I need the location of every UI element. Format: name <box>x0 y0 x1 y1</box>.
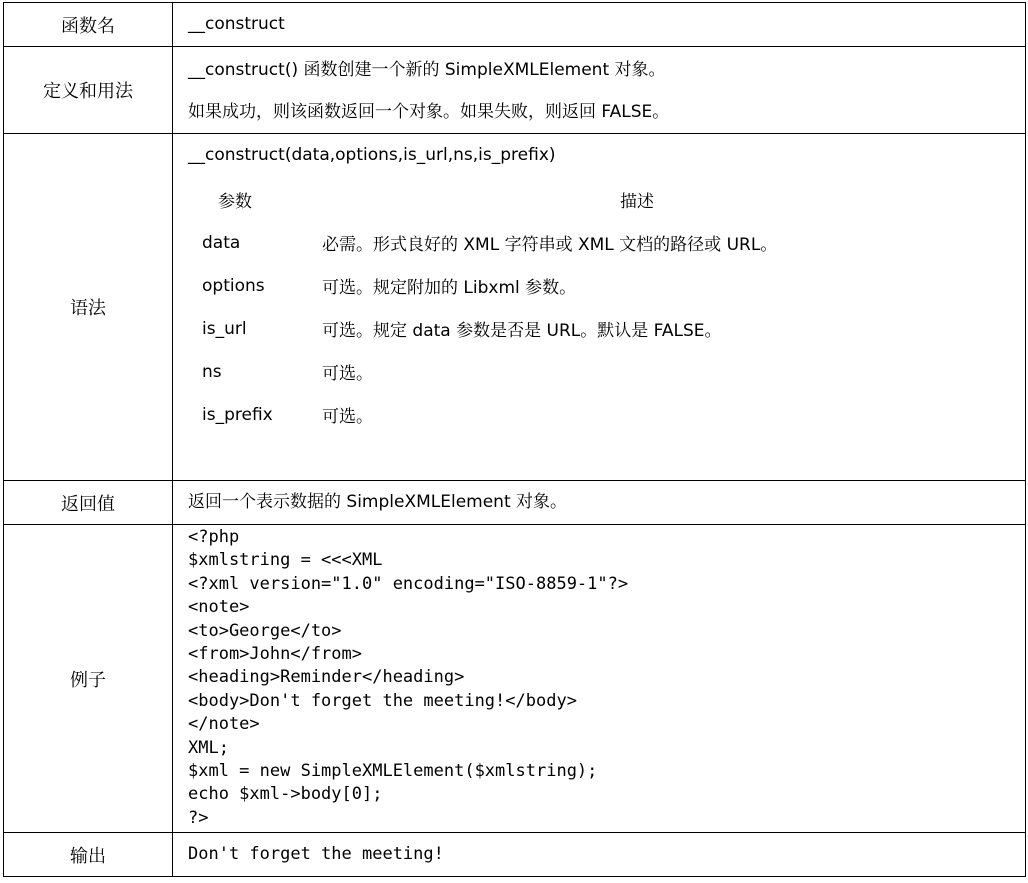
parameter-header-description: 描述 <box>620 191 654 212</box>
function-name-value: __construct <box>188 14 285 34</box>
row-return-value <box>4 481 1026 525</box>
label-syntax: 语法 <box>4 134 173 481</box>
parameter-name: data <box>202 232 241 253</box>
parameter-description: 可选。 <box>322 364 373 384</box>
label-output: 输出 <box>4 833 173 877</box>
parameter-row <box>202 350 952 393</box>
parameter-name: ns <box>202 361 222 382</box>
label-function-name: 函数名 <box>4 3 173 47</box>
parameter-name: options <box>202 275 265 296</box>
row-output <box>4 833 1026 877</box>
parameter-name: is_prefix <box>202 404 273 425</box>
example-code-block: <?php $xmlstring = <<<XML <?xml version="1.0" encoding="ISO-8859-1"?> <note> <to>George</to> <from>John</from> <heading>Reminder</heading> <body>Don't forget the meeting!</body> </note> XML; $xml = new SimpleXMLElement($xmlstring); echo $xml->body[0]; ?> <box>188 527 629 828</box>
parameter-description: 可选。 <box>322 407 373 427</box>
output-text: Don't forget the meeting! <box>188 844 444 864</box>
parameter-table <box>202 177 952 436</box>
syntax-signature: __construct(data,options,is_url,ns,is_prefix) <box>188 145 556 165</box>
label-definition: 定义和用法 <box>4 47 173 134</box>
return-value-text: 返回一个表示数据的 SimpleXMLElement 对象。 <box>188 492 568 512</box>
parameter-name: is_url <box>202 318 247 339</box>
label-return-value: 返回值 <box>4 481 173 525</box>
row-example <box>4 525 1026 833</box>
definition-line: 如果成功，则该函数返回一个对象。如果失败，则返回 FALSE。 <box>188 102 670 122</box>
parameter-row <box>202 307 952 350</box>
parameter-description: 必需。形式良好的 XML 字符串或 XML 文档的路径或 URL。 <box>322 235 778 255</box>
function-reference-table <box>3 2 1026 877</box>
label-example: 例子 <box>4 525 173 833</box>
row-function-name <box>4 3 1026 47</box>
parameter-header-row <box>202 177 952 221</box>
parameter-row <box>202 393 952 436</box>
parameter-description: 可选。规定 data 参数是否是 URL。默认是 FALSE。 <box>322 321 722 341</box>
parameter-row <box>202 264 952 307</box>
definition-line: __construct() 函数创建一个新的 SimpleXMLElement 对象。 <box>188 60 666 80</box>
row-syntax <box>4 134 1026 481</box>
parameter-header-name: 参数 <box>218 191 252 212</box>
parameter-description: 可选。规定附加的 Libxml 参数。 <box>322 278 577 298</box>
row-definition <box>4 47 1026 134</box>
parameter-row <box>202 221 952 264</box>
